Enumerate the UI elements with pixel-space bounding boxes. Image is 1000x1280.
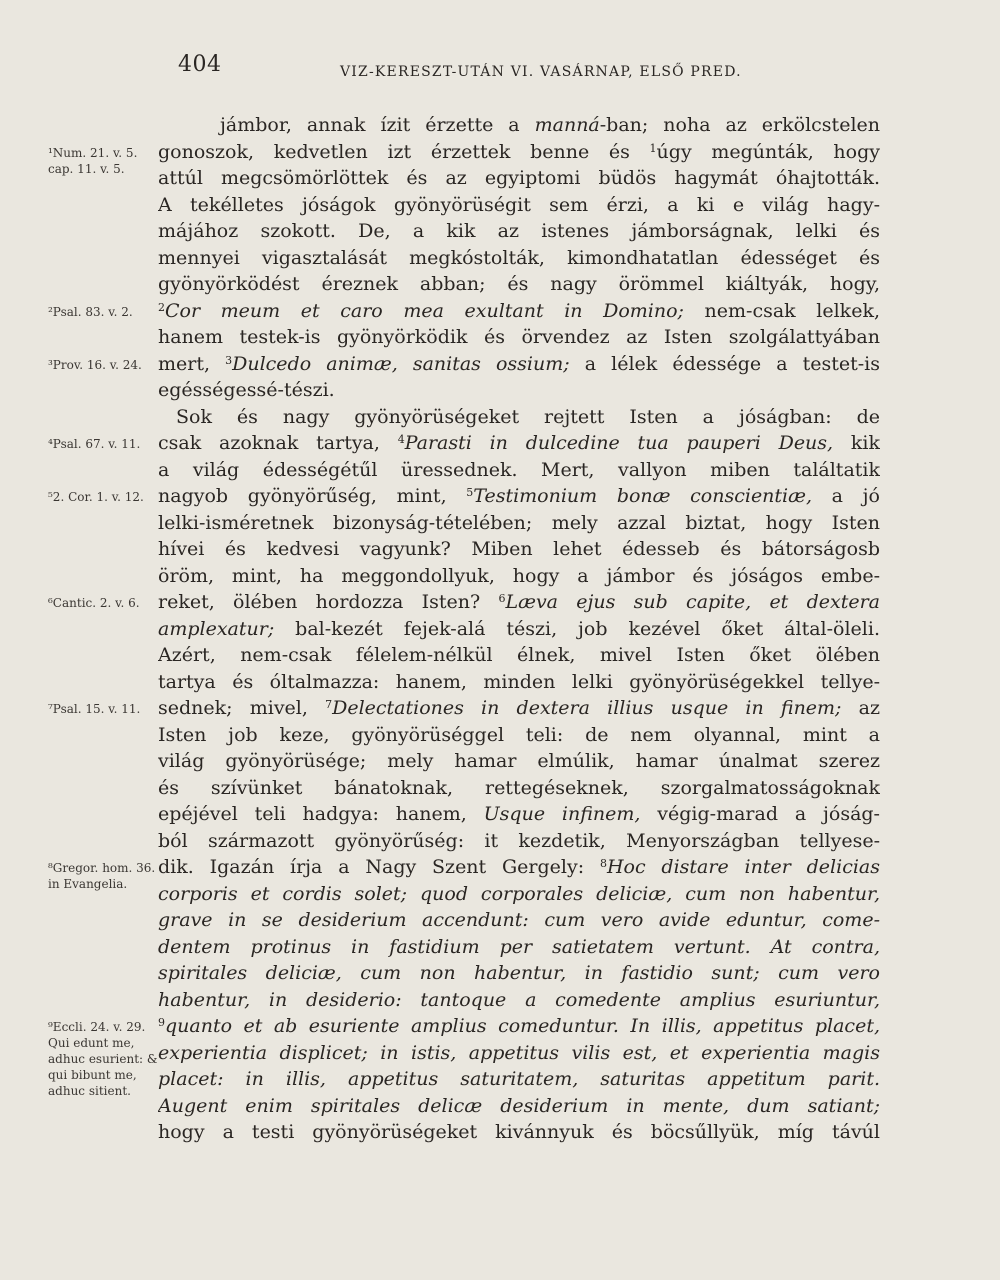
text-run: sednek; mivel, [158, 697, 326, 719]
text-line [158, 1093, 880, 1120]
text-run: epéjével teli hadgya: hanem, [158, 803, 484, 825]
text-run: májához szokott. De, a kik az istenes jámborságnak, lelki és [158, 220, 880, 242]
body-text [158, 112, 880, 1146]
text-run: Delectationes in dextera illius usque in finem; [332, 697, 842, 719]
margin-note: ⁶Cantic. 2. v. 6. [48, 596, 140, 610]
text-run: Cor meum et caro mea exultant in Domino; [165, 299, 684, 322]
text-line [158, 351, 880, 378]
text-run: Læva ejus sub capite, et dextera [505, 591, 880, 613]
text-line [158, 828, 880, 855]
text-line [158, 192, 880, 219]
text-run: mert, [158, 352, 226, 375]
footnote-ref: 9 [158, 1016, 165, 1029]
text-run: Azért, nem-csak félelem-nélkül élnek, mivel Isten őket ölében [158, 644, 880, 666]
text-run: gonoszok, kedvetlen izt érzettek benne és [158, 140, 650, 163]
text-line [158, 563, 880, 590]
text-run: Sok és nagy gyönyörüségeket rejtett Isten a jóságban: de [176, 405, 880, 428]
text-run: habentur, in desiderio: tantoque a comedente amplius esuriuntur, [158, 988, 880, 1011]
text-run: világ gyönyörüsége; mely hamar elmúlik, hamar únalmat szerez [158, 750, 880, 772]
text-line [158, 775, 880, 802]
text-run: ból származott gyönyörűség: it kezdetik, Menyországban tellyese- [158, 829, 880, 852]
text-run: manná [534, 114, 600, 136]
text-run: az [841, 697, 880, 719]
text-run: amplexatur; [158, 617, 275, 640]
footnote-ref: 2 [158, 300, 165, 314]
footnote-ref: 6 [498, 592, 506, 605]
text-line [158, 271, 880, 298]
text-line [158, 298, 880, 325]
text-run: spiritales deliciæ, cum non habentur, in fastidio sunt; cum vero [158, 962, 880, 984]
text-run: grave in se desiderium accendunt: cum vero avide eduntur, come- [158, 909, 880, 931]
text-run: gyönyörködést éreznek abban; és nagy örömmel kiáltyák, hogy, [158, 273, 880, 295]
text-line [158, 1119, 880, 1146]
text-run: csak azoknak tartya, [158, 432, 398, 454]
text-line [158, 510, 880, 537]
text-run: végig-marad a jóság- [640, 803, 880, 825]
text-run: nem-csak lelkek, [683, 299, 880, 322]
text-run: Isten job keze, gyönyörüséggel teli: de nem olyannal, mint a [158, 723, 880, 746]
text-run: reket, ölében hordozza Isten? [158, 591, 499, 613]
text-line [158, 669, 880, 696]
footnote-ref: 3 [225, 353, 233, 367]
text-run: Usque infinem, [483, 803, 641, 825]
text-run: mennyei vigasztalását megkóstolták, kimondhatatlan édességet és [158, 246, 880, 269]
margin-note: ⁴Psal. 67. v. 11. [48, 437, 141, 451]
text-run: Dulcedo animæ, sanitas ossium; [232, 352, 570, 375]
footnote-ref: 8 [599, 857, 607, 870]
text-run: úgy megúnták, hogy [656, 140, 880, 163]
footnote-ref: 1 [649, 141, 657, 155]
text-line [158, 112, 880, 139]
footnote-ref: 5 [466, 486, 474, 499]
text-line [158, 218, 880, 245]
text-line [158, 1040, 880, 1067]
text-run: hanem testek-is gyönyörködik és örvendez az Isten szolgálattyában [158, 326, 880, 348]
text-line [158, 695, 880, 722]
text-line [158, 1013, 880, 1040]
text-run: jámbor, annak ízit érzette a [220, 114, 535, 136]
text-line [158, 854, 880, 881]
text-line [158, 987, 880, 1014]
text-line [158, 430, 880, 457]
text-line [158, 377, 880, 404]
text-run: a jó [812, 485, 880, 507]
text-line [158, 245, 880, 272]
text-run: placet: in illis, appetitus saturitatem, saturitas appetitum parit. [158, 1068, 880, 1090]
text-run: hívei és kedvesi vagyunk? Miben lehet édesseb és bátorságosb [158, 538, 880, 560]
text-line [158, 801, 880, 828]
text-run: attúl megcsömörlöttek és az egyiptomi büdös hagymát óhajtották. [158, 167, 880, 189]
text-line [158, 748, 880, 775]
text-line [158, 324, 880, 351]
text-run: corporis et cordis solet; quod corporales deliciæ, cum non habentur, [158, 882, 880, 905]
text-line [158, 642, 880, 669]
text-run: a világ édességétűl üressednek. Mert, vallyon miben találtatik [158, 458, 880, 481]
text-run: Testimonium bonæ conscientiæ, [473, 485, 813, 507]
text-line [158, 616, 880, 643]
text-line [158, 139, 880, 166]
text-run: lelki-isméretnek bizonyság-tételében; mely azzal biztat, hogy Isten [158, 511, 880, 534]
running-head: VIZ-KERESZT-UTÁN VI. VASÁRNAP, ELSŐ PRED. [340, 64, 742, 80]
text-line [158, 722, 880, 749]
text-run: dik. Igazán írja a Nagy Szent Gergely: [158, 856, 600, 878]
text-line [158, 589, 880, 616]
page-number: 404 [178, 52, 222, 77]
text-run: kik [833, 432, 880, 454]
margin-note: ¹Num. 21. v. 5. cap. 11. v. 5. [48, 145, 138, 176]
text-line [158, 1066, 880, 1093]
text-line [158, 457, 880, 484]
margin-note: ³Prov. 16. v. 24. [48, 357, 142, 372]
margin-note: ⁸Gregor. hom. 36. in Evangelia. [48, 861, 156, 891]
text-line [158, 907, 880, 934]
margin-note: ²Psal. 83. v. 2. [48, 304, 133, 319]
text-run: tartya és óltalmazza: hanem, minden lelki gyönyörüségekkel tellye- [158, 670, 880, 693]
text-line [158, 404, 880, 431]
text-run: Augent enim spiritales delicæ desiderium in mente, dum satiant; [158, 1094, 880, 1117]
text-run: experientia displicet; in istis, appetitus vilis est, et experientia magis [158, 1041, 880, 1064]
text-run: Parasti in dulcedine tua pauperi Deus, [404, 432, 834, 454]
footnote-ref: 7 [325, 698, 333, 711]
text-line [158, 881, 880, 908]
text-run: a lélek édessége a testet-is [569, 352, 880, 375]
text-run: nagyob gyönyörűség, mint, [158, 485, 467, 507]
text-run: bal-kezét fejek-alá tészi, job kezével őket által-öleli. [274, 617, 880, 640]
text-run: -ban; noha az erkölcstelen [599, 114, 880, 136]
text-line [158, 536, 880, 563]
text-run: A tekélletes jóságok gyönyörüségit sem érzi, a ki e világ hagy- [158, 193, 880, 216]
text-line [158, 960, 880, 987]
text-line [158, 483, 880, 510]
margin-note: ⁹Eccli. 24. v. 29. Qui edunt me, adhuc esurient: & qui bibunt me, adhuc sitient. [48, 1020, 158, 1098]
margin-note: ⁵2. Cor. 1. v. 12. [48, 490, 144, 504]
text-run: egésségessé-tészi. [158, 379, 335, 401]
margin-note: ⁷Psal. 15. v. 11. [48, 702, 141, 716]
footnote-ref: 4 [397, 433, 405, 446]
text-run: hogy a testi gyönyörüségeket kivánnyuk és böcsűllyük, míg távúl [158, 1121, 880, 1143]
text-run: Hoc distare inter delicias [606, 856, 880, 878]
text-run: öröm, mint, ha meggondollyuk, hogy a jámbor és jóságos embe- [158, 564, 880, 587]
text-run: és szívünket bánatoknak, rettegéseknek, szorgalmatosságoknak [158, 776, 880, 799]
text-line [158, 934, 880, 961]
text-run: dentem protinus in fastidium per satietatem vertunt. At contra, [158, 935, 880, 958]
text-run: quanto et ab esuriente amplius comeduntur. In illis, appetitus placet, [165, 1015, 880, 1037]
text-line [158, 165, 880, 192]
